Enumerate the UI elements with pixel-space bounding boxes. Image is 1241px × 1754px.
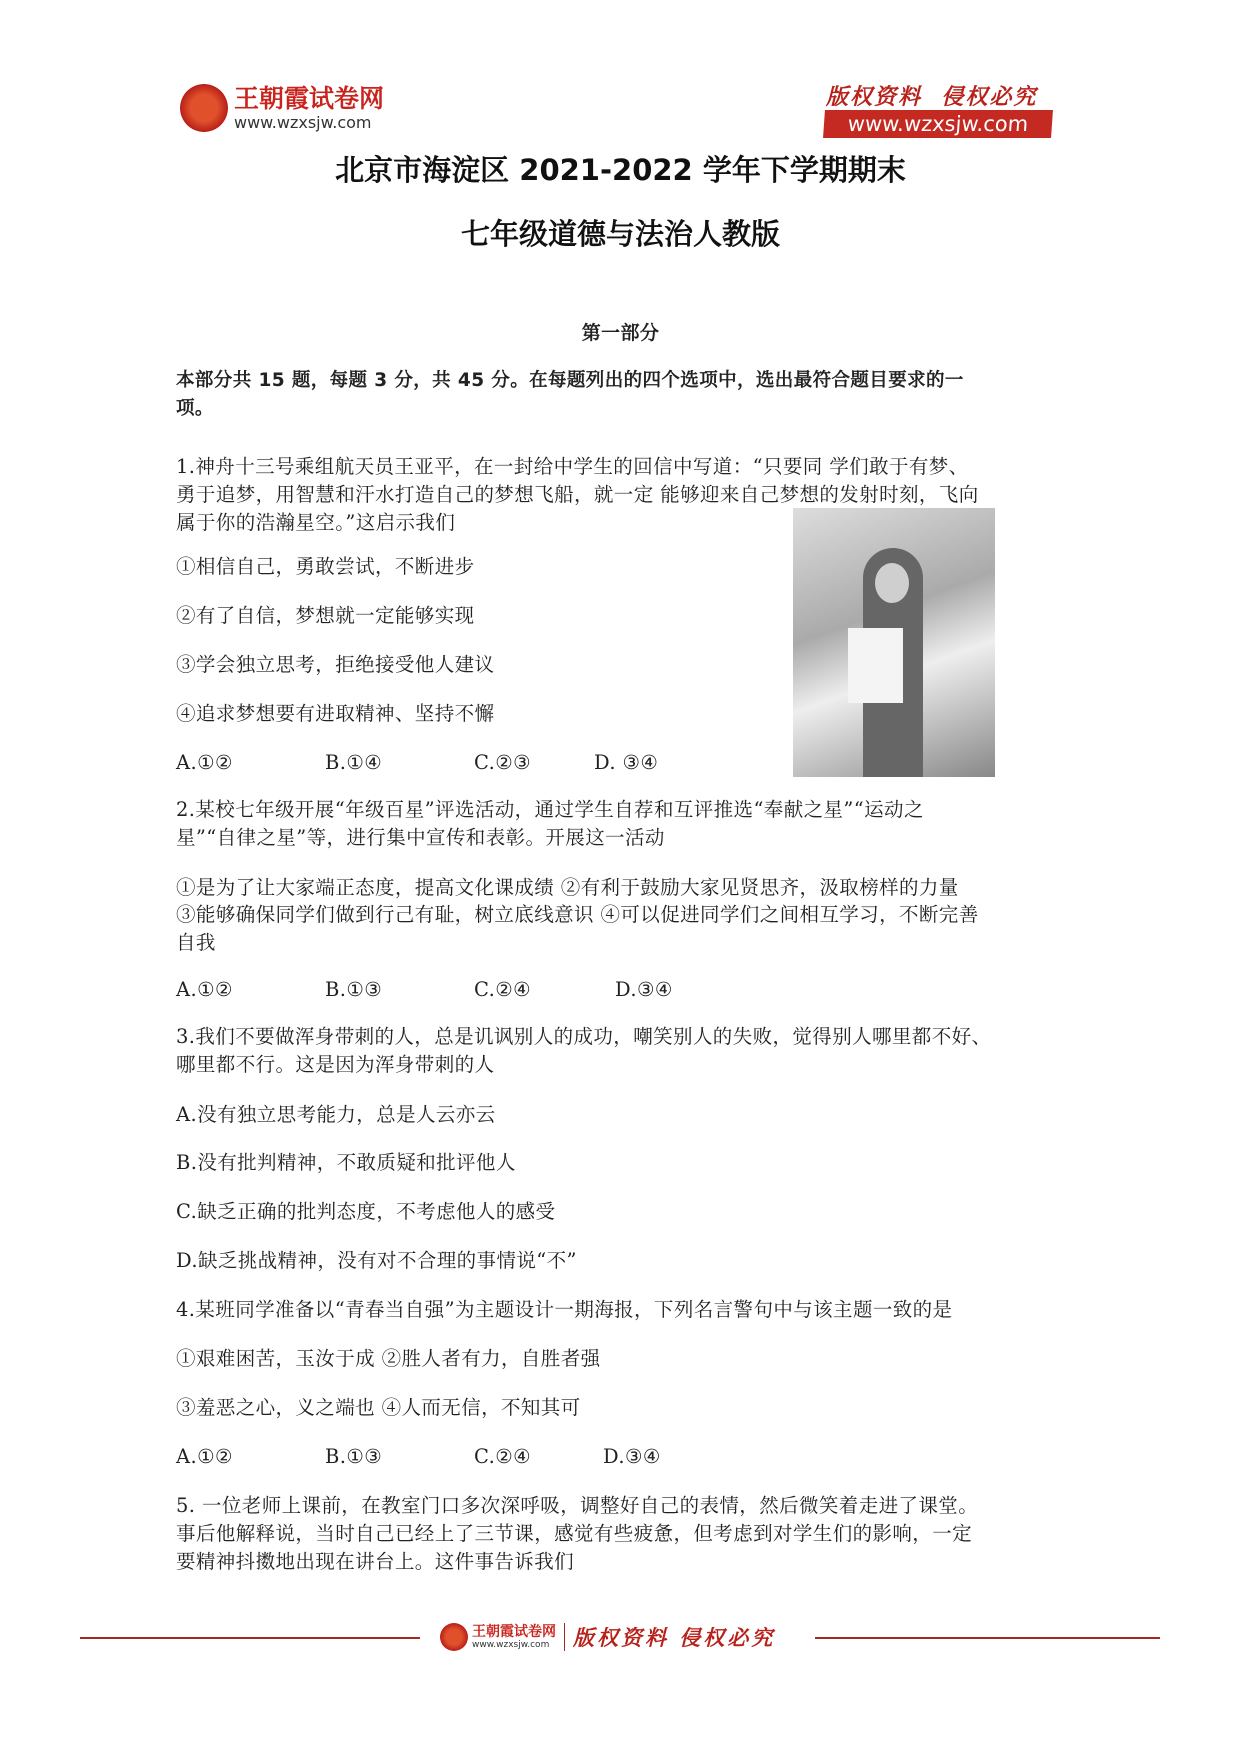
option-d: D.③④: [615, 978, 673, 1001]
copyright-slogan: 版权资料 侵权必究: [826, 84, 1038, 110]
question-2-stem: 2.某校七年级开展“年级百星”评选活动，通过学生自荐和互评推选“奉献之星”“运动之: [176, 798, 924, 821]
section-heading: 第一部分: [581, 322, 660, 344]
option-d: D. ③④: [594, 751, 659, 774]
question-3-stem: 3.我们不要做浑身带刺的人，总是讥讽别人的成功，嘲笑别人的失败，觉得别人哪里都不好、: [176, 1025, 992, 1048]
statement: ①相信自己，勇敢尝试，不断进步: [176, 555, 475, 578]
option-b: B.①③: [325, 978, 383, 1001]
question-2-stem: 星”“自律之星”等，进行集中宣传和表彰。开展这一活动: [176, 826, 665, 849]
question-1-stem: 1.神舟十三号乘组航天员王亚平，在一封给中学生的回信中写道：“只要同 学们敢于有梦、: [176, 455, 969, 478]
option-c: C.②④: [474, 978, 531, 1001]
statement: ①艰难困苦，玉汝于成 ②胜人者有力，自胜者强: [176, 1347, 601, 1370]
statement: ④追求梦想要有进取精神、坚持不懈: [176, 702, 495, 725]
statement: 自我: [176, 931, 216, 954]
question-5-stem: 事后他解释说，当时自己已经上了三节课，感觉有些疲惫，但考虑到对学生们的影响，一定: [176, 1522, 973, 1545]
site-logo: [180, 84, 384, 132]
option-c: C.②④: [474, 1445, 531, 1468]
question-5-stem: 要精神抖擞地出现在讲台上。这件事告诉我们: [176, 1550, 575, 1573]
url-banner: www.wzxsjw.com: [823, 110, 1053, 138]
footer-logo: [440, 1622, 775, 1652]
statement: ③学会独立思考，拒绝接受他人建议: [176, 653, 495, 676]
statement: ③能够确保同学们做到行己有耻，树立底线意识 ④可以促进同学们之间相互学习，不断完善: [176, 903, 979, 926]
option-c: C.②③: [474, 751, 531, 774]
option-a: A.①②: [176, 1445, 233, 1468]
footer-rule-left: [80, 1637, 420, 1639]
brand-url: www.wzxsjw.com: [234, 112, 372, 132]
footer-url: www.wzxsjw.com: [472, 1640, 550, 1650]
doc-title: 北京市海淀区 2021-2022 学年下学期期末: [335, 153, 906, 187]
option-a: A.①②: [176, 751, 233, 774]
doc-subtitle: 七年级道德与法治人教版: [460, 217, 780, 251]
footer-slogan: 版权资料 侵权必究: [573, 1625, 776, 1650]
seal-icon: [440, 1623, 468, 1651]
footer-rule-right: [815, 1637, 1160, 1639]
astronaut-photo: [793, 508, 995, 777]
statement: ②有了自信，梦想就一定能够实现: [176, 604, 475, 627]
option-d: D.③④: [603, 1445, 661, 1468]
option-d: D.缺乏挑战精神，没有对不合理的事情说“不”: [176, 1249, 577, 1272]
option-a: A.①②: [176, 978, 233, 1001]
option-c: C.缺乏正确的批判态度，不考虑他人的感受: [176, 1200, 556, 1223]
question-5-stem: 5. 一位老师上课前，在教室门口多次深呼吸，调整好自己的表情，然后微笑着走进了课堂。: [176, 1494, 979, 1517]
instructions: 项。: [176, 398, 214, 419]
seal-icon: [180, 84, 228, 132]
option-a: A.没有独立思考能力，总是人云亦云: [176, 1103, 496, 1126]
question-1-stem: 勇于追梦，用智慧和汗水打造自己的梦想飞船，就一定 能够迎来自己梦想的发射时刻，飞向: [176, 483, 979, 506]
option-b: B.没有批判精神，不敢质疑和批评他人: [176, 1151, 516, 1174]
question-4-stem: 4.某班同学准备以“青春当自强”为主题设计一期海报，下列名言警句中与该主题一致的是: [176, 1298, 953, 1321]
statement: ①是为了让大家端正态度，提高文化课成绩 ②有利于鼓励大家见贤思齐，汲取榜样的力量: [176, 876, 959, 899]
question-1-stem: 属于你的浩瀚星空。”这启示我们: [176, 511, 456, 534]
option-b: B.①③: [325, 1445, 383, 1468]
instructions: 本部分共 15 题，每题 3 分，共 45 分。在每题列出的四个选项中，选出最符合题目要求的一: [176, 370, 964, 391]
footer-brand: 王朝霞试卷网: [472, 1624, 556, 1640]
statement: ③羞恶之心，义之端也 ④人而无信，不知其可: [176, 1396, 581, 1419]
option-b: B.①④: [325, 751, 383, 774]
question-3-stem: 哪里都不行。这是因为浑身带刺的人: [176, 1053, 495, 1076]
brand-name: 王朝霞试卷网: [234, 83, 385, 113]
